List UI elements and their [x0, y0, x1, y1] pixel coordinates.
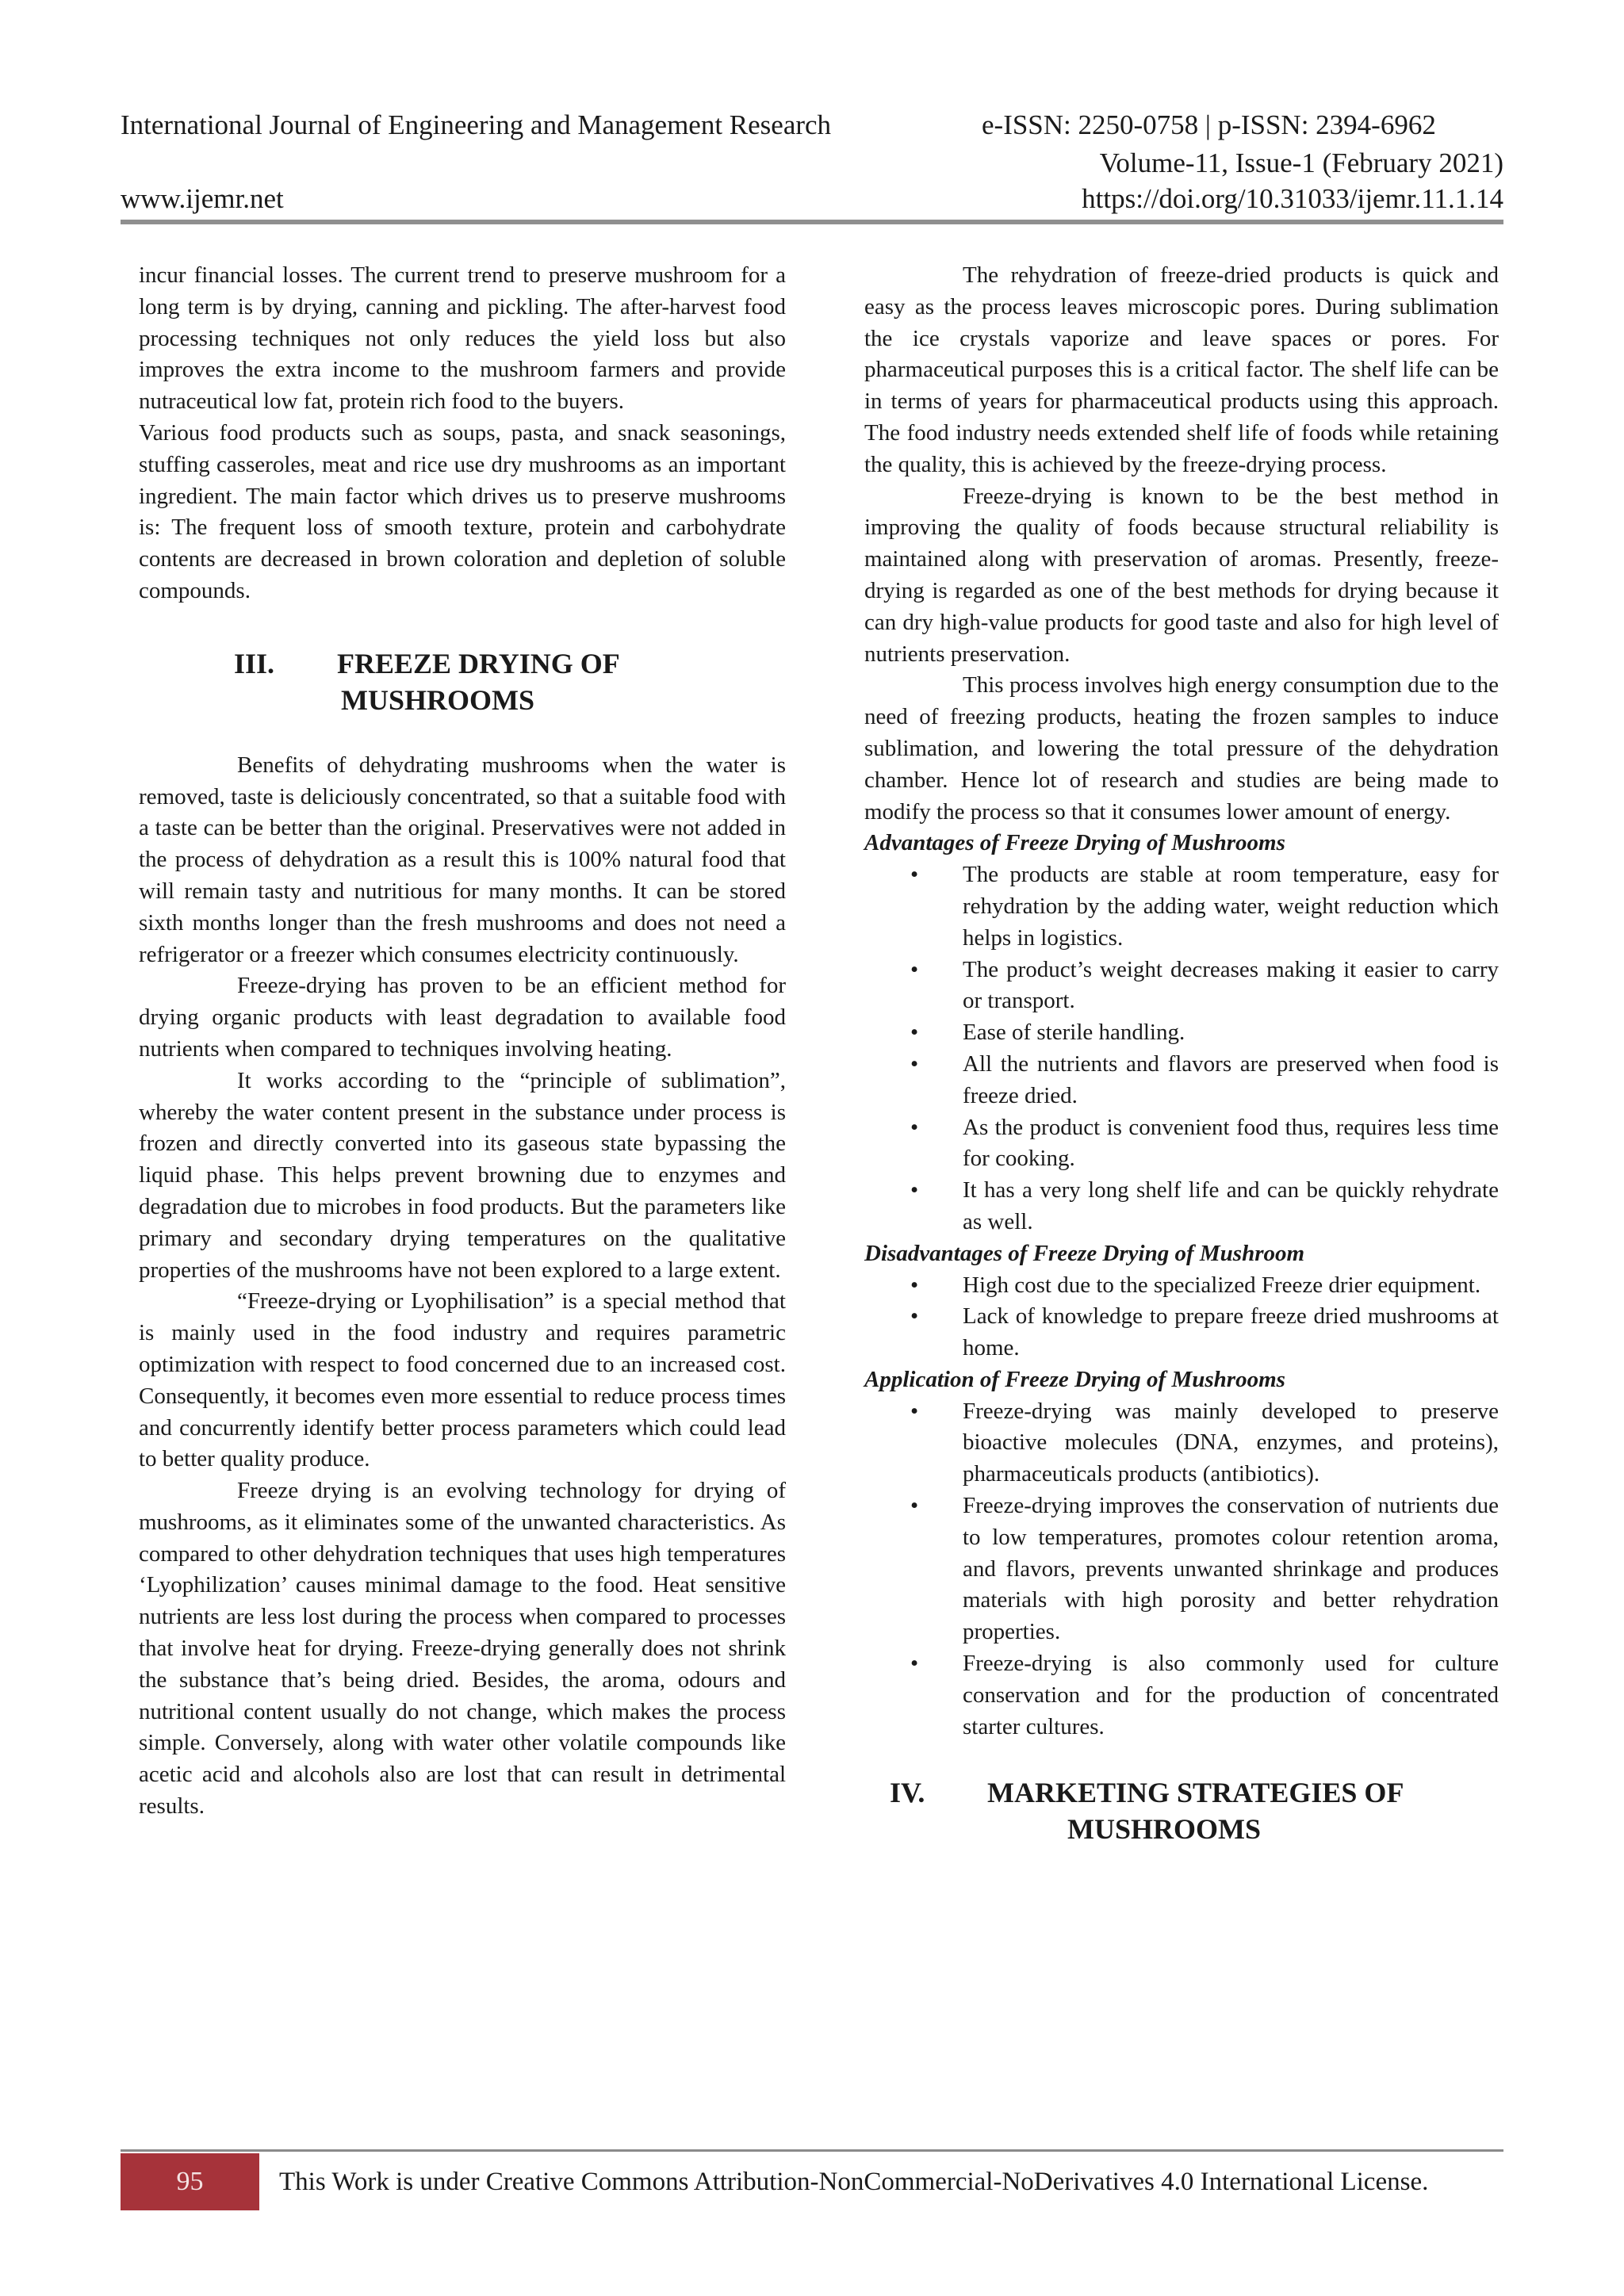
section-title-cont: MUSHROOMS — [1067, 1813, 1262, 1846]
bullet-icon: • — [910, 1303, 919, 1330]
paragraph: Freeze drying is an evolving technology for drying of mushrooms, as it eliminates some of the unwanted characteristics. As compared to other dehydration techniques that uses high temperatures ‘Lyophilization’ causes minimal damage to the food. Heat sensitive nutrients are less lost during the process when compared to processes that involve heat for drying. Freeze-drying generally does not shrink the substance that’s being dried. Besides, the aroma, odours and nutritional content usually do not change, which makes the process simple. Conversely, along with water other volatile compounds like acetic acid and alcohols also are lost that can result in detrimental results. — [139, 1478, 786, 1820]
list-item — [864, 1490, 1499, 1648]
header-line-3 — [121, 180, 1503, 218]
paragraph: This process involves high energy consumption due to the need of freezing products, heating the frozen samples to induce sublimation, and lowering the total pressure of the dehydration chamber. Hence lot of research and studies are being made to modify the process so that it consumes lower amount of energy. — [864, 672, 1499, 825]
paragraph: Various food products such as soups, pasta, and snack seasonings, stuffing casseroles, meat and rice use dry mushrooms as an important ingredient. The main factor which drives us to preserve mushrooms is: The frequent loss of smooth texture, protein and carbohydrate contents are decreased in brown coloration and depletion of soluble compounds. — [139, 419, 786, 603]
paragraph: It works according to the “principle of sublimation”, whereby the water content present in the substance under process is frozen and directly converted into its gaseous state bypassing the liquid phase. This helps prevent browning due to enzymes and degradation due to microbes in food products. But the parameters like primary and secondary drying temperatures on the qualitative properties of the mushrooms have not been explored to a large extent. — [139, 1067, 786, 1283]
section-heading-4 — [864, 1774, 1499, 1847]
header-line-1 — [121, 106, 1503, 144]
header-rule — [121, 220, 1503, 224]
list-item-text: All the nutrients and flavors are preserved when food is freeze dried. — [963, 1050, 1499, 1108]
paragraph: Freeze-drying has proven to be an efficient method for drying organic products with least degradation to available food nutrients when compared to techniques involving heating. — [139, 973, 786, 1062]
left-column — [139, 260, 786, 1823]
journal-name: International Journal of Engineering and Management Research — [121, 109, 832, 140]
list-item — [864, 1270, 1499, 1302]
bullet-icon: • — [910, 1177, 919, 1203]
section-title-cont: MUSHROOMS — [341, 683, 535, 716]
section-title: MARKETING STRATEGIES OF — [987, 1777, 1404, 1809]
list-item-text: Freeze-drying was mainly developed to preserve bioactive molecules (DNA, enzymes, and proteins), pharmaceuticals products (antibiotics). — [963, 1398, 1499, 1487]
paragraph: Freeze-drying is known to be the best method in improving the quality of foods because structural reliability is maintained along with preservation of aromas. Presently, freeze-drying is regarded as one of the best methods for drying because it can dry high-value products for good taste and also for high level of nutrients preservation. — [864, 483, 1499, 667]
list-item-text: Freeze-drying improves the conservation of nutrients due to low temperatures, promotes colour retention aroma, and flavors, prevents unwanted shrinkage and produces materials with high porosity and better rehydration properties. — [963, 1493, 1499, 1645]
list-item-text: Ease of sterile handling. — [963, 1020, 1185, 1046]
bullet-icon: • — [910, 1398, 919, 1424]
applications-heading: Application of Freeze Drying of Mushrooms — [864, 1366, 1285, 1392]
volume-issue: Volume-11, Issue-1 (February 2021) — [1099, 147, 1503, 178]
bullet-icon: • — [910, 862, 919, 888]
list-item — [864, 1648, 1499, 1743]
section-number: III. — [234, 647, 275, 679]
advantages-list — [864, 859, 1499, 1238]
applications-list — [864, 1396, 1499, 1743]
list-item-text: Lack of knowledge to prepare freeze dried mushrooms at home. — [963, 1303, 1499, 1361]
bullet-icon: • — [910, 956, 919, 982]
list-item — [864, 955, 1499, 1018]
footer-rule — [121, 2149, 1503, 2152]
bullet-icon: • — [910, 1050, 919, 1077]
list-item — [864, 1049, 1499, 1112]
bullet-icon: • — [910, 1272, 919, 1298]
list-item-text: The products are stable at room temperature, easy for rehydration by the adding water, weight reduction which helps in logistics. — [963, 862, 1499, 951]
list-item — [864, 859, 1499, 954]
list-item — [864, 1175, 1499, 1238]
bullet-icon: • — [910, 1493, 919, 1519]
list-item — [864, 1017, 1499, 1049]
right-column — [864, 260, 1499, 1847]
issn: e-ISSN: 2250-0758 | p-ISSN: 2394-6962 — [982, 109, 1436, 140]
section-number: IV. — [890, 1777, 925, 1809]
list-item — [864, 1112, 1499, 1176]
header-line-2 — [121, 144, 1503, 182]
list-item-text: The product’s weight decreases making it easier to carry or transport. — [963, 956, 1499, 1014]
section-title: FREEZE DRYING OF — [337, 647, 620, 679]
advantages-heading: Advantages of Freeze Drying of Mushrooms — [864, 830, 1285, 856]
list-item — [864, 1396, 1499, 1490]
bullet-icon: • — [910, 1651, 919, 1677]
page-number: 95 — [121, 2153, 259, 2210]
license-text: This Work is under Creative Commons Attribution-NonCommercial-NoDerivatives 4.0 International License. — [279, 2168, 1429, 2196]
section-heading-3 — [139, 645, 786, 718]
paragraph: incur financial losses. The current trend to preserve mushroom for a long term is by drying, canning and pickling. The after-harvest food processing techniques not only reduces the yield loss but also improves the extra income to the mushroom farmers and provide nutraceutical low fat, protein rich food to the buyers. — [139, 262, 786, 415]
disadvantages-list — [864, 1270, 1499, 1364]
list-item — [864, 1301, 1499, 1364]
list-item-text: Freeze-drying is also commonly used for culture conservation and for the production of concentrated starter cultures. — [963, 1651, 1499, 1739]
list-item-text: As the product is convenient food thus, requires less time for cooking. — [963, 1114, 1499, 1172]
list-item-text: It has a very long shelf life and can be quickly rehydrate as well. — [963, 1177, 1499, 1234]
paragraph: The rehydration of freeze-dried products is quick and easy as the process leaves microscopic pores. During sublimation the ice crystals vaporize and leave spaces or pores. For pharmaceutical purposes this is a critical factor. The shelf life can be in terms of years for pharmaceutical products using this approach. The food industry needs extended shelf life of foods while retaining the quality, this is achieved by the freeze-drying process. — [864, 262, 1499, 477]
website-link[interactable]: www.ijemr.net — [121, 183, 284, 214]
paragraph: “Freeze-drying or Lyophilisation” is a special method that is mainly used in the food industry and requires parametric optimization with respect to food concerned due to an increased cost. Consequently, it becomes even more essential to reduce process times and concurrently identify better process parameters which could lead to better quality produce. — [139, 1288, 786, 1472]
disadvantages-heading: Disadvantages of Freeze Drying of Mushroom — [864, 1240, 1305, 1266]
bullet-icon: • — [910, 1020, 919, 1046]
paragraph: Benefits of dehydrating mushrooms when the water is removed, taste is deliciously concentrated, so that a suitable food with a taste can be better than the original. Preservatives were not added in the process of dehydration as a result this is 100% natural food that will remain tasty and nutritious for many months. It can be stored sixth months longer than the fresh mushrooms and does not need a refrigerator or a freezer which consumes electricity continuously. — [139, 752, 786, 967]
doi-link[interactable]: https://doi.org/10.31033/ijemr.11.1.14 — [1082, 183, 1503, 214]
bullet-icon: • — [910, 1114, 919, 1140]
list-item-text: High cost due to the specialized Freeze drier equipment. — [963, 1272, 1481, 1298]
